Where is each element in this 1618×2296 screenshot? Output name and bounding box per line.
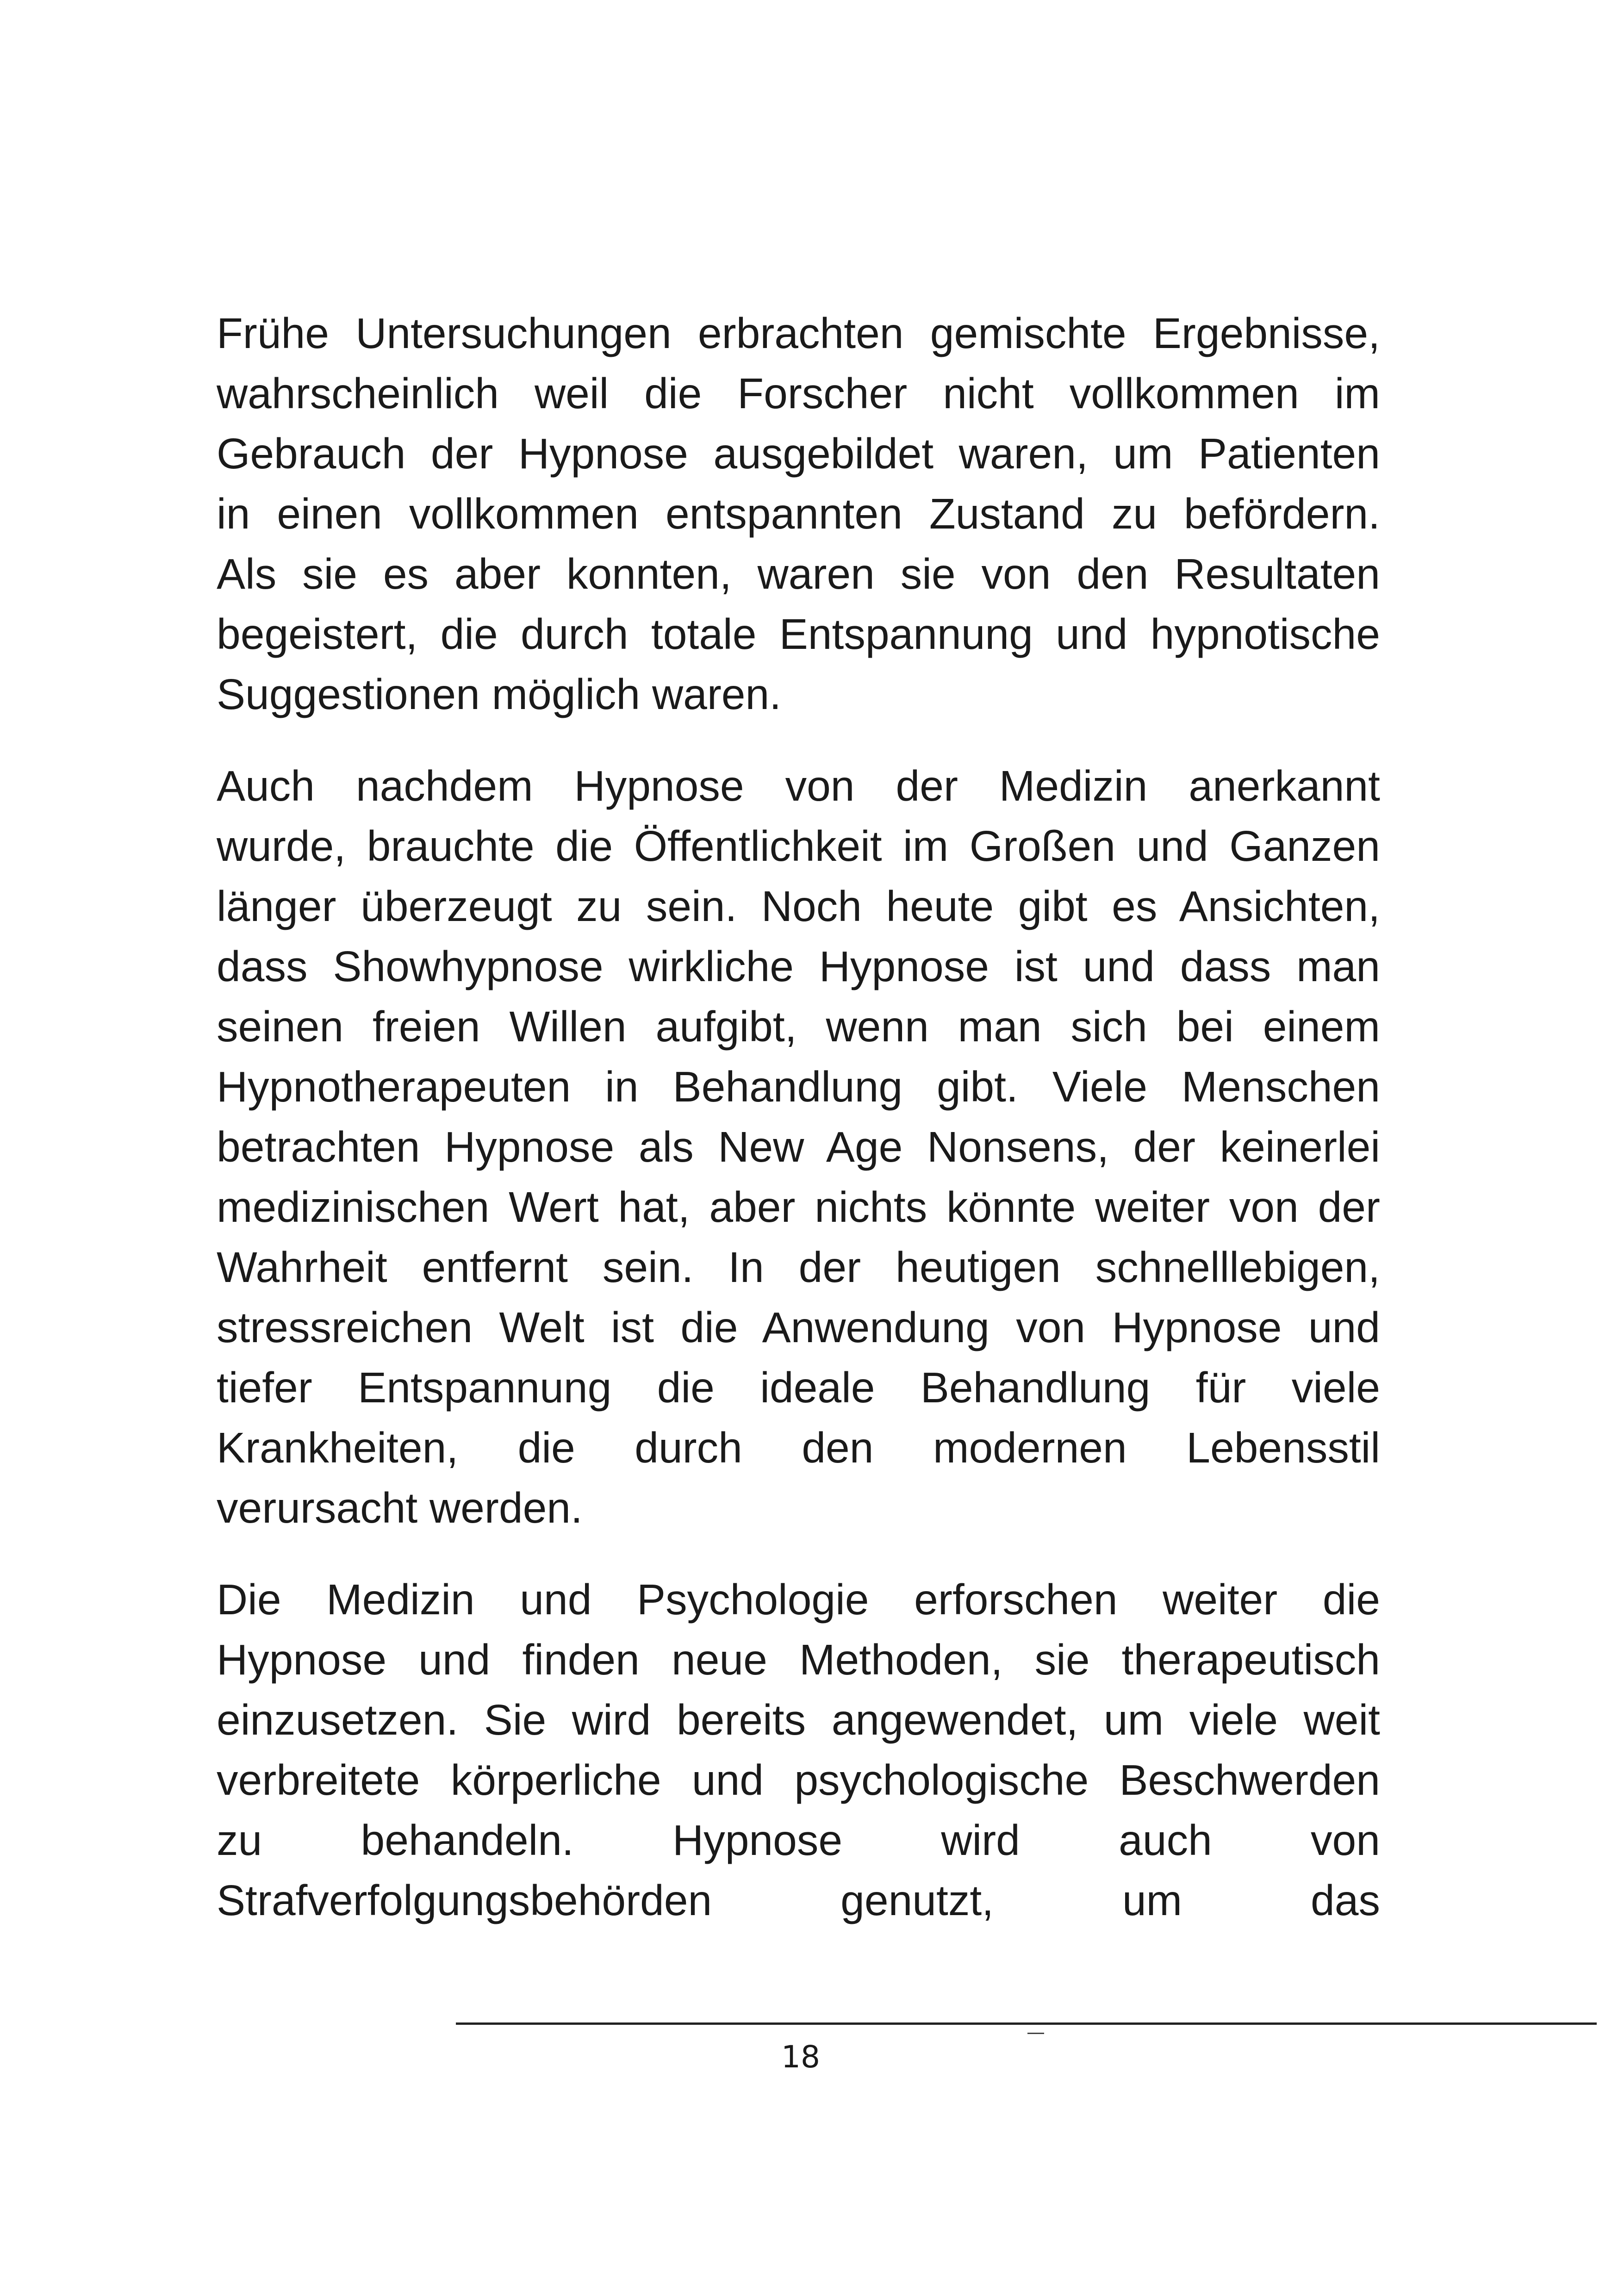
text-line: medizinischen Wert hat, aber nichts könnte weiter von der: [217, 1183, 1380, 1231]
text-line: in einen vollkommen entspannten Zustand zu befördern.: [217, 490, 1380, 538]
footer-divider-mark: [1027, 2033, 1044, 2034]
body-text: [217, 303, 1380, 1962]
footer-divider: [456, 2022, 1597, 2025]
text-line: Hypnotherapeuten in Behandlung gibt. Viele Menschen: [217, 1063, 1380, 1111]
text-line: wurde, brauchte die Öffentlichkeit im Großen und Ganzen: [217, 822, 1380, 870]
text-line: verursacht werden.: [217, 1484, 583, 1532]
text-line: Auch nachdem Hypnose von der Medizin anerkannt: [217, 762, 1380, 810]
text-line: länger überzeugt zu sein. Noch heute gibt es Ansichten,: [217, 882, 1380, 930]
text-line: betrachten Hypnose als New Age Nonsens, der keinerlei: [217, 1123, 1380, 1171]
text-line: zu behandeln. Hypnose wird auch von: [217, 1816, 1380, 1864]
text-line: Frühe Untersuchungen erbrachten gemischte Ergebnisse,: [217, 309, 1380, 357]
paragraph-2: [217, 756, 1380, 1538]
text-line: tiefer Entspannung die ideale Behandlung für viele: [217, 1363, 1380, 1412]
text-line: seinen freien Willen aufgibt, wenn man sich bei einem: [217, 1002, 1380, 1051]
text-line: verbreitete körperliche und psychologische Beschwerden: [217, 1756, 1380, 1804]
text-line: Wahrheit entfernt sein. In der heutigen schnelllebigen,: [217, 1243, 1380, 1291]
paragraph-1: [217, 303, 1380, 724]
text-line: Hypnose und finden neue Methoden, sie therapeutisch: [217, 1636, 1380, 1684]
text-line: wahrscheinlich weil die Forscher nicht vollkommen im: [217, 369, 1380, 417]
text-line: Die Medizin und Psychologie erforschen weiter die: [217, 1575, 1380, 1624]
text-line: Als sie es aber konnten, waren sie von den Resultaten: [217, 550, 1380, 598]
text-line: dass Showhypnose wirkliche Hypnose ist und dass man: [217, 942, 1380, 990]
paragraph-3: [217, 1569, 1380, 1930]
text-line: Suggestionen möglich waren.: [217, 670, 782, 718]
text-line: Strafverfolgungsbehörden genutzt, um das: [217, 1876, 1380, 1924]
text-line: Krankheiten, die durch den modernen Lebensstil: [217, 1424, 1380, 1472]
text-line: begeistert, die durch totale Entspannung und hypnotische: [217, 610, 1380, 658]
page-number: 18: [781, 2039, 820, 2075]
text-line: stressreichen Welt ist die Anwendung von Hypnose und: [217, 1303, 1380, 1351]
text-line: einzusetzen. Sie wird bereits angewendet, um viele weit: [217, 1696, 1380, 1744]
text-line: Gebrauch der Hypnose ausgebildet waren, um Patienten: [217, 429, 1380, 478]
